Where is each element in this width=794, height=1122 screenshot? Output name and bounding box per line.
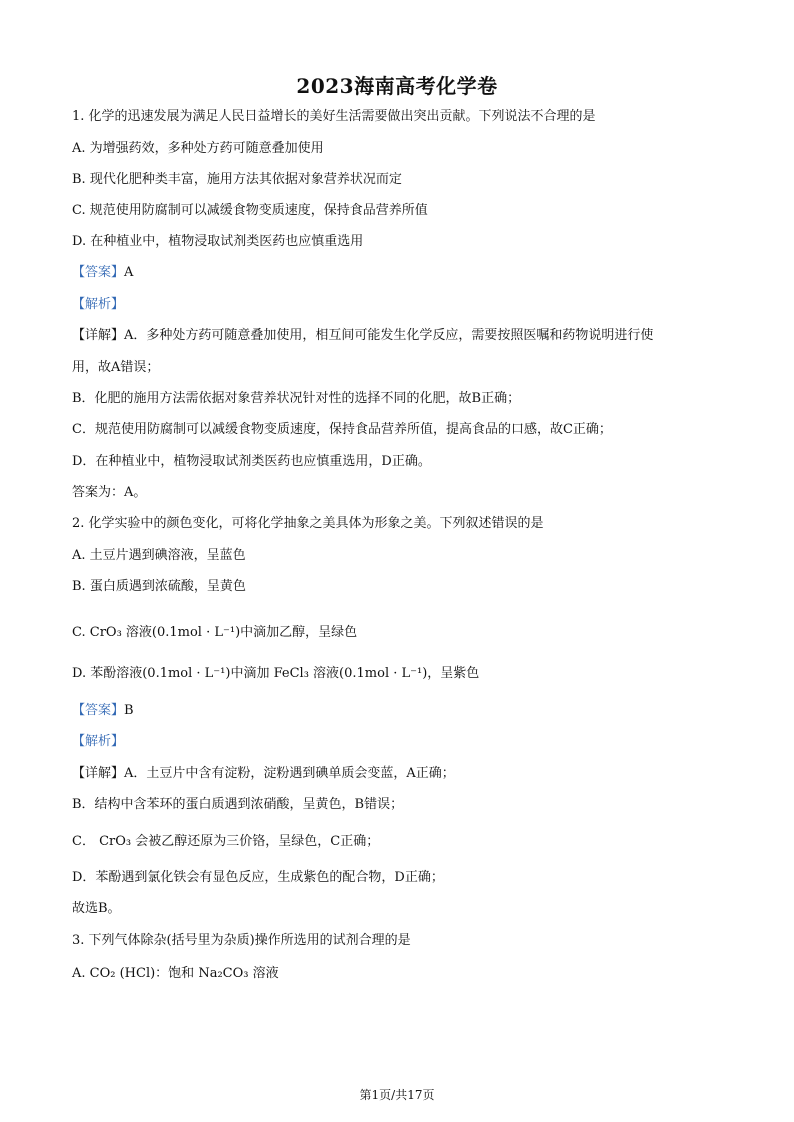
question-2-option-b: B. 蛋白质遇到浓硫酸，呈黄色	[72, 579, 246, 594]
question-2-detail-c: C． CrO₃ 会被乙醇还原为三价铬，呈绿色，C正确；	[72, 834, 380, 849]
question-3-option-a: A. CO₂ (HCl)：饱和 Na₂CO₃ 溶液	[72, 966, 279, 981]
question-1-option-a: A. 为增强药效，多种处方药可随意叠加使用	[72, 141, 324, 156]
question-1-detail: 【详解】A．多种处方药可随意叠加使用，相互间可能发生化学反应，需要按照医嘱和药物说明进行使	[72, 328, 654, 343]
analysis-tag: 【解析】	[72, 297, 125, 312]
answer-tag: 【答案】	[72, 703, 125, 718]
question-1-option-b: B. 现代化肥种类丰富，施用方法其依据对象营养状况而定	[72, 172, 402, 187]
analysis-tag: 【解析】	[72, 734, 125, 749]
question-1-detail-cont: 用，故A错误；	[72, 360, 160, 375]
question-1-detail-d: D．在种植业中，植物浸取试剂类医药也应慎重选用，D正确。	[72, 454, 431, 469]
answer-tag: 【答案】	[72, 265, 125, 280]
question-2-answer: 【答案】B	[72, 703, 134, 718]
question-2-option-c: C. CrO₃ 溶液(0.1mol · L⁻¹)中滴加乙醇，呈绿色	[72, 625, 358, 640]
question-1-option-c: C. 规范使用防腐制可以减缓食物变质速度，保持食品营养所值	[72, 203, 428, 218]
question-1-option-d: D. 在种植业中，植物浸取试剂类医药也应慎重选用	[72, 234, 364, 249]
question-1-stem: 1. 化学的迅速发展为满足人民日益增长的美好生活需要做出突出贡献。下列说法不合理的是	[72, 109, 596, 124]
question-2-conclusion: 故选B。	[72, 901, 121, 916]
question-2-detail-a: 【详解】A．土豆片中含有淀粉，淀粉遇到碘单质会变蓝，A正确；	[72, 766, 455, 781]
question-2-detail-b: B．结构中含苯环的蛋白质遇到浓硝酸，呈黄色，B错误；	[72, 797, 404, 812]
page-footer: 第1页/共17页	[359, 1088, 435, 1102]
question-1-detail-c: C．规范使用防腐制可以减缓食物变质速度，保持食品营养所值，提高食品的口感，故C正确；	[72, 422, 612, 437]
question-1-answer: 【答案】A	[72, 265, 134, 280]
question-1-conclusion: 答案为：A。	[72, 485, 147, 500]
question-2-analysis-heading	[72, 733, 124, 751]
question-2-option-a: A. 土豆片遇到碘溶液，呈蓝色	[72, 548, 246, 563]
page-title: 2023海南高考化学卷	[296, 74, 498, 98]
question-2-stem: 2. 化学实验中的颜色变化，可将化学抽象之美具体为形象之美。下列叙述错误的是	[72, 516, 544, 531]
question-1-analysis-heading	[72, 296, 124, 314]
question-2-detail-d: D．苯酚遇到氯化铁会有显色反应，生成紫色的配合物，D正确；	[72, 870, 444, 885]
question-3-stem: 3. 下列气体除杂(括号里为杂质)操作所选用的试剂合理的是	[72, 933, 411, 948]
question-1-detail-b: B．化肥的施用方法需依据对象营养状况针对性的选择不同的化肥，故B正确；	[72, 391, 521, 406]
question-2-option-d: D. 苯酚溶液(0.1mol · L⁻¹)中滴加 FeCl₃ 溶液(0.1mol · L⁻¹)，呈紫色	[72, 666, 480, 681]
